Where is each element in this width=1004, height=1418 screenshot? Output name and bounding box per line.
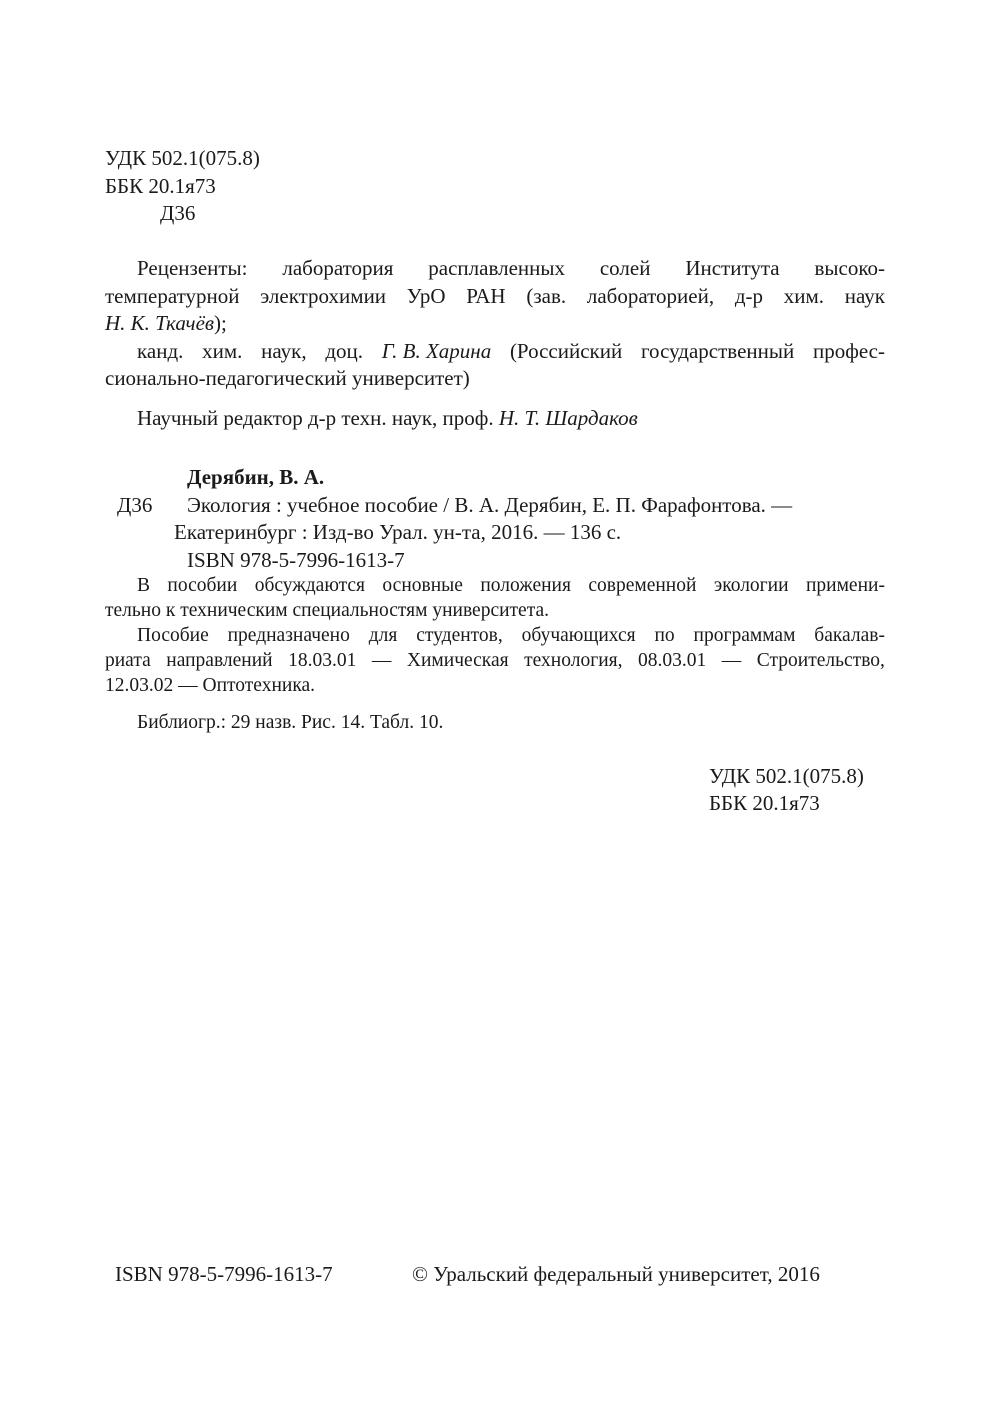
word: современной — [588, 575, 697, 596]
word: Химическая — [406, 650, 509, 671]
udk-code: УДК 502.1(075.8) — [105, 146, 260, 170]
word: температурной — [105, 284, 240, 308]
udk-code-right: УДК 502.1(075.8) — [709, 764, 864, 788]
word: Строительство, — [756, 650, 885, 671]
word: риата — [105, 650, 151, 671]
abstract-p2-line-1 — [137, 622, 885, 650]
word: государственный — [640, 339, 795, 363]
editor-name: Н. Т. Шардаков — [498, 406, 638, 430]
word: наук — [844, 284, 885, 308]
word: программам — [693, 625, 796, 646]
word: для — [368, 625, 398, 646]
word: д-р — [734, 284, 764, 308]
word: (зав. — [526, 284, 567, 308]
word: В — [137, 575, 151, 596]
abstract-p2-line-2 — [105, 647, 885, 675]
bibliography-note: Библиогр.: 29 назв. Рис. 14. Табл. 10. — [137, 712, 444, 733]
word: предназначено — [227, 625, 350, 646]
word: УрО — [406, 284, 446, 308]
bbk-code: ББК 20.1я73 — [105, 174, 216, 198]
word: наук, — [261, 339, 307, 363]
word: электрохимии — [260, 284, 387, 308]
word: Института — [685, 256, 780, 280]
word: экологии — [713, 575, 789, 596]
abstract-p2-line-3: 12.03.02 — Оптотехника. — [105, 675, 316, 696]
word: Пособие — [137, 625, 209, 646]
word: по — [654, 625, 675, 646]
word: канд. — [137, 339, 184, 363]
word: Рецензенты: — [137, 256, 248, 280]
word: направлений — [166, 650, 273, 671]
word: — — [721, 650, 742, 671]
word: лаборатория — [282, 256, 394, 280]
reviewers-line-1 — [137, 254, 885, 282]
word: профес- — [812, 339, 885, 363]
word: положения — [480, 575, 571, 596]
catalog-author: Дерябин, В. А. — [187, 465, 325, 489]
bbk-code-right: ББК 20.1я73 — [709, 791, 820, 815]
author-mark: Д36 — [160, 201, 196, 225]
word: лабораторией, — [586, 284, 715, 308]
word: высоко- — [814, 256, 885, 280]
catalog-imprint: Екатеринбург : Изд-во Урал. ун-та, 2016. — 136 с. — [174, 520, 622, 544]
word: хим. — [783, 284, 825, 308]
word: доц. — [325, 339, 364, 363]
word: 08.03.01 — [638, 650, 707, 671]
reviewers-line-3: Н. К. Ткачёв); — [105, 311, 227, 335]
reviewers-line-4 — [137, 337, 885, 365]
catalog-title: Экология : учебное пособие / В. А. Дерябин, Е. П. Фарафонтова. — — [187, 493, 793, 517]
abstract-p1-line-2: тельно к техническим специальностям университета. — [105, 600, 549, 621]
word: 18.03.01 — [288, 650, 357, 671]
word: Г. В. Харина — [381, 339, 492, 363]
abstract-p1-line-1 — [137, 572, 885, 600]
word: РАН — [466, 284, 506, 308]
word: обсуждаются — [254, 575, 366, 596]
footer-isbn: ISBN 978-5-7996-1613-7 — [115, 1262, 333, 1286]
word: солей — [599, 256, 651, 280]
word: (Российский — [509, 339, 623, 363]
reviewers-line-5: сионально-педагогический университет) — [105, 366, 470, 390]
word: обучающихся — [521, 625, 636, 646]
word: — — [371, 650, 392, 671]
reviewers-line-2 — [105, 282, 885, 310]
word: примени- — [805, 575, 885, 596]
footer-copyright: © Уральский федеральный университет, 2016 — [412, 1262, 820, 1286]
catalog-code: Д36 — [117, 493, 153, 517]
word: хим. — [202, 339, 243, 363]
catalog-isbn: ISBN 978-5-7996-1613-7 — [187, 548, 405, 572]
word: пособии — [167, 575, 238, 596]
reviewer-name-1: Н. К. Ткачёв — [105, 311, 215, 335]
word: студентов, — [416, 625, 503, 646]
word: расплавленных — [428, 256, 565, 280]
word: основные — [382, 575, 463, 596]
word: технология, — [524, 650, 623, 671]
scientific-editor: Научный редактор д-р техн. наук, проф. Н. Т. Шардаков — [137, 406, 638, 430]
word: бакалав- — [814, 625, 885, 646]
